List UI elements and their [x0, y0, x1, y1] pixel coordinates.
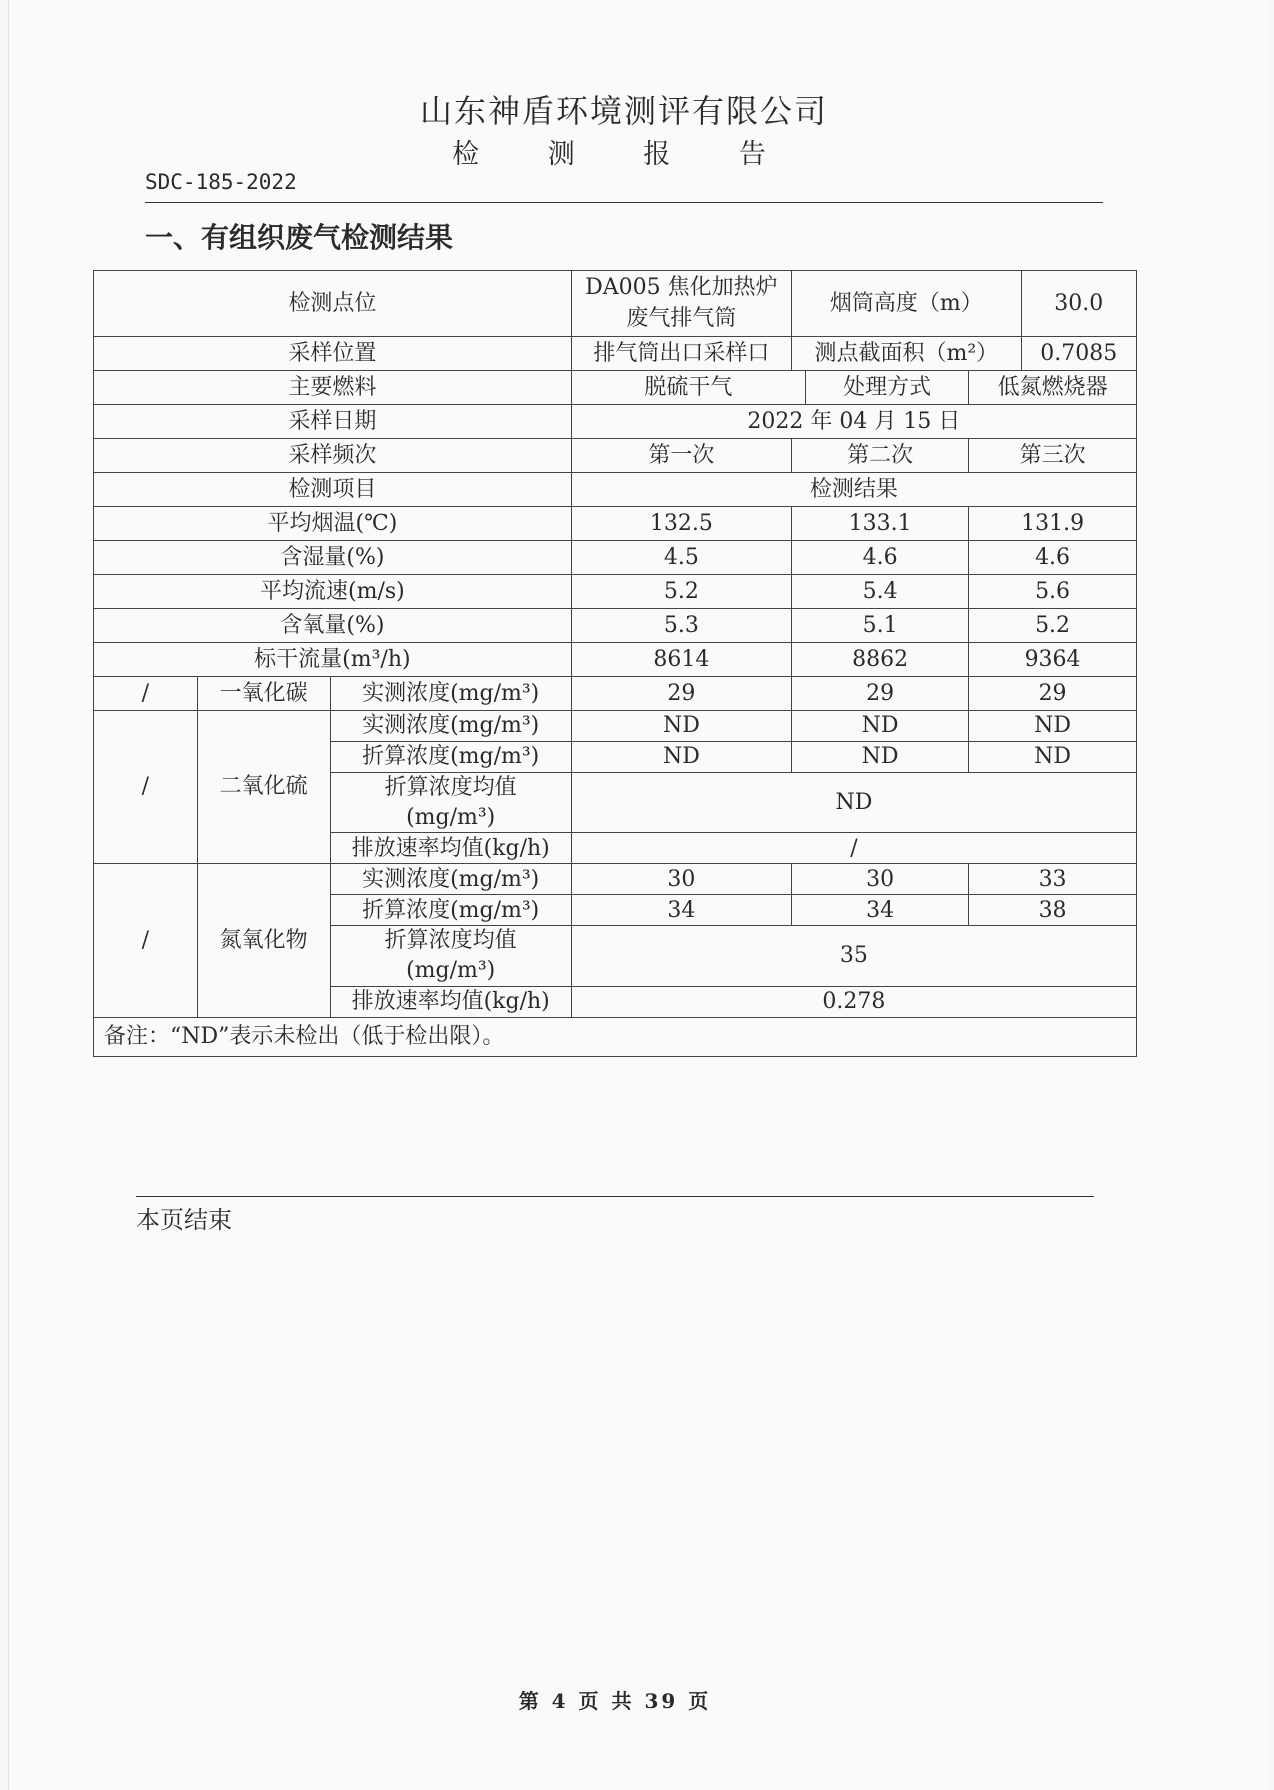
table-row: [94, 1017, 1137, 1056]
cell-value: 132.5: [571, 507, 791, 541]
cell-value: 29: [792, 677, 969, 711]
table-row: [94, 643, 1137, 677]
cell-value: 30: [571, 864, 791, 895]
cell-value: /: [571, 833, 1136, 864]
table-row: [94, 371, 1137, 405]
cell-key: 烟筒高度（m）: [792, 271, 1022, 337]
cell-label: 含湿量(%): [94, 541, 572, 575]
avg-label-line-1: 折算浓度均值: [384, 928, 517, 954]
cell-value: ND: [792, 742, 969, 773]
cell-label: 实测浓度(mg/m³): [330, 677, 571, 711]
cell-value: 30: [792, 864, 969, 895]
cell-site: DA005 焦化加热炉废气排气筒: [571, 271, 791, 337]
cell-value: ND: [571, 711, 791, 742]
pollutant-name: 氮氧化物: [197, 864, 330, 1017]
table-row: [94, 439, 1137, 473]
section-title: 一、有组织废气检测结果: [145, 221, 454, 254]
table-row: [94, 337, 1137, 371]
cell-value: 检测结果: [571, 473, 1136, 507]
cell-value: 30.0: [1021, 271, 1136, 337]
cell-value: 8862: [792, 643, 969, 677]
page-number: 第 4 页 共 39 页: [518, 1689, 712, 1713]
page-end-text: 本页结束: [136, 1206, 232, 1234]
cell-label: 折算浓度(mg/m³): [330, 895, 571, 926]
cell-value: 5.4: [792, 575, 969, 609]
cell-value: 5.6: [969, 575, 1137, 609]
cell-value: 8614: [571, 643, 791, 677]
cell-key: 测点截面积（m²）: [792, 337, 1022, 371]
results-table: [93, 270, 1137, 1057]
table-row: [94, 864, 1137, 895]
cell-value: 4.5: [571, 541, 791, 575]
cell-value: ND: [969, 711, 1137, 742]
cell-label: 排放速率均值(kg/h): [330, 986, 571, 1017]
cell-value: ND: [969, 742, 1137, 773]
table-row: [94, 711, 1137, 742]
header-rule: [145, 202, 1103, 203]
company-name: 山东神盾环境测评有限公司: [419, 92, 828, 130]
document-type: 检 测 报 告: [452, 139, 796, 170]
cell-value: 131.9: [969, 507, 1137, 541]
cell-label: 标干流量(m³/h): [94, 643, 572, 677]
cell-value: 5.3: [571, 609, 791, 643]
cell-label: 平均烟温(℃): [94, 507, 572, 541]
cell-value: ND: [571, 773, 1136, 833]
cell-label: 采样位置: [94, 337, 572, 371]
cell-value: 4.6: [969, 541, 1137, 575]
table-row: [94, 677, 1137, 711]
cell-value: 34: [571, 895, 791, 926]
cell-value: 29: [571, 677, 791, 711]
cell-key: 处理方式: [806, 371, 969, 405]
table-row: [94, 575, 1137, 609]
cell-value: 0.278: [571, 986, 1136, 1017]
pollutant-name: 一氧化碳: [197, 677, 330, 711]
table-row: [94, 609, 1137, 643]
avg-label-line-2: (mg/m³): [406, 804, 496, 830]
avg-label-line-2: (mg/m³): [406, 958, 496, 984]
cell-value: 5.1: [792, 609, 969, 643]
cell-value: 133.1: [792, 507, 969, 541]
cell-label: 排放速率均值(kg/h): [330, 833, 571, 864]
cell-value: 4.6: [792, 541, 969, 575]
cell-value: 脱硫干气: [571, 371, 805, 405]
cell-col-1: 第一次: [571, 439, 791, 473]
cell-label: [330, 926, 571, 986]
cell-value: ND: [792, 711, 969, 742]
cell-value: 5.2: [969, 609, 1137, 643]
cell-label: 检测点位: [94, 271, 572, 337]
cell-value: 低氮燃烧器: [969, 371, 1137, 405]
cell-label: 主要燃料: [94, 371, 572, 405]
cell-label: 采样频次: [94, 439, 572, 473]
table-row: [94, 473, 1137, 507]
cell-value: 排气筒出口采样口: [571, 337, 791, 371]
cell-value: 38: [969, 895, 1137, 926]
cell-slash: /: [94, 864, 198, 1017]
footer-rule: [136, 1196, 1094, 1197]
cell-value: 33: [969, 864, 1137, 895]
cell-slash: /: [94, 711, 198, 864]
table-row: [94, 271, 1137, 337]
document-number: SDC-185-2022: [145, 170, 297, 194]
cell-value: 2022 年 04 月 15 日: [571, 405, 1136, 439]
cell-label: 含氧量(%): [94, 609, 572, 643]
cell-value: 5.2: [571, 575, 791, 609]
cell-label: 采样日期: [94, 405, 572, 439]
table-row: [94, 405, 1137, 439]
cell-col-2: 第二次: [792, 439, 969, 473]
cell-label: 平均流速(m/s): [94, 575, 572, 609]
remark: 备注：“ND”表示未检出（低于检出限）。: [94, 1017, 1137, 1056]
table-row: [94, 541, 1137, 575]
pollutant-name: 二氧化硫: [197, 711, 330, 864]
cell-col-3: 第三次: [969, 439, 1137, 473]
cell-label: 实测浓度(mg/m³): [330, 864, 571, 895]
cell-value: 34: [792, 895, 969, 926]
cell-label: 检测项目: [94, 473, 572, 507]
cell-value: 35: [571, 926, 1136, 986]
cell-slash: /: [94, 677, 198, 711]
cell-value: 0.7085: [1021, 337, 1136, 371]
cell-value: 29: [969, 677, 1137, 711]
cell-label: 折算浓度(mg/m³): [330, 742, 571, 773]
table-row: [94, 507, 1137, 541]
cell-label: 实测浓度(mg/m³): [330, 711, 571, 742]
cell-value: 9364: [969, 643, 1137, 677]
avg-label-line-1: 折算浓度均值: [384, 775, 517, 800]
cell-value: ND: [571, 742, 791, 773]
cell-label: [330, 773, 571, 833]
